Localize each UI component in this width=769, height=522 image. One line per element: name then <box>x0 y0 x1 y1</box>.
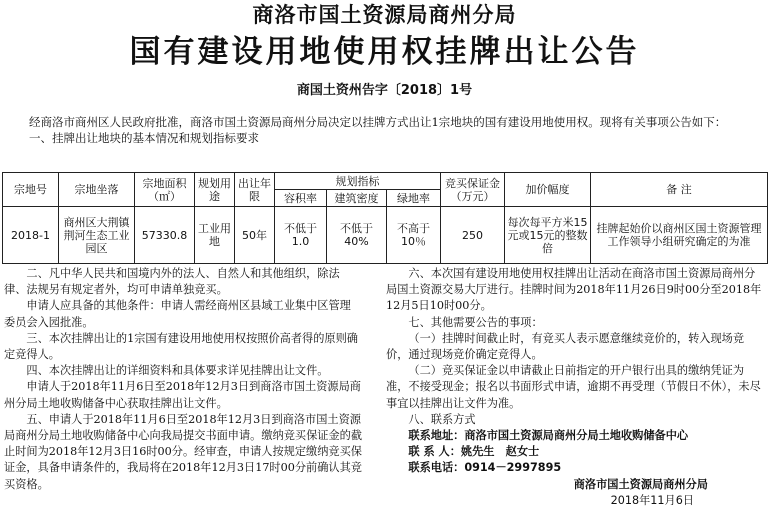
cell-increment: 每次每平方米15元或15元的整数倍 <box>505 207 591 264</box>
header-indicators: 规划指标 <box>275 173 441 190</box>
reference-number: 商国土资州告字〔2018〕1号 <box>296 83 473 98</box>
header-remarks: 备 注 <box>591 173 768 207</box>
cell-far: 不低于1.0 <box>275 207 327 264</box>
issuer-heading: 商洛市国土资源局商州分局 <box>252 3 517 27</box>
left-column <box>4 266 362 493</box>
header-increment: 加价幅度 <box>505 173 591 207</box>
cell-area: 57330.8 <box>135 207 195 264</box>
cell-term: 50年 <box>235 207 275 264</box>
header-location: 宗地坐落 <box>59 173 135 207</box>
header-density: 建筑密度 <box>327 190 387 207</box>
header-term: 出让年限 <box>235 173 275 207</box>
paragraph: 五、申请人于2018年11月6日至2018年12月3日到商洛市国土资源局商州分局土地收购储备中心向我局提交书面申请。缴纳竞买保证金的截止时间为2018年12月3日16时00分。经审查，申请人按规定缴纳竞买保证金，具备申请条件的，我局将在2018年12月3日17时00分前确认其竞买资格。 <box>4 412 363 491</box>
paragraph: 申请人应具备的其他条件：申请人需经商州区县域工业集中区管理委员会入园批准。 <box>4 299 351 329</box>
contact-heading: 八、联系方式 <box>408 412 476 426</box>
land-parcel-table <box>2 172 768 264</box>
paragraph: （一）挂牌时间截止时，有竞买人表示愿意继续竞价的，转入现场竞价，通过现场竞价确定竞得人。 <box>386 331 745 362</box>
contact-address: 联系地址：商洛市国土资源局商州分局土地收购储备中心 <box>408 429 689 443</box>
paragraph: 二、凡中华人民共和国境内外的法人、自然人和其他组织，除法律、法规另有规定者外，均可申请单独竞买。 <box>4 267 340 297</box>
paragraph: 四、本次挂牌出让的详细资料和具体要求详见挂牌出让文件。 <box>26 364 329 378</box>
header-green: 绿地率 <box>387 190 441 207</box>
cell-use: 工业用地 <box>195 207 235 264</box>
paragraph: 六、本次国有建设用地使用权挂牌出让活动在商洛市国土资源局商州分局国土资源交易大厅进行。挂牌时间为2018年11月26日9时00分至2018年12月5日10时00分。 <box>386 267 762 313</box>
contact-person: 联 系 人：姚先生 赵女士 <box>408 445 540 459</box>
header-deposit: 竞买保证金（万元） <box>441 173 505 207</box>
intro-section <box>6 114 766 146</box>
paragraph: 申请人于2018年11月6日至2018年12月3日到商洛市国土资源局商州分局土地收购储备中心获取挂牌出让文件。 <box>4 380 361 410</box>
header-far: 容积率 <box>275 190 327 207</box>
announcement-title: 国有建设用地使用权挂牌出让公告 <box>129 34 640 70</box>
cell-remarks: 挂牌起始价以商州区国土资源管理工作领导小组研究确定的为准 <box>591 207 768 264</box>
intro-paragraph: 经商洛市商州区人民政府批准，商洛市国土资源局商州分局决定以挂牌方式出让1宗地块的国有建设用地使用权。现将有关事项公告如下： <box>29 115 727 129</box>
contact-phone: 联系电话：0914－2997895 <box>408 461 562 475</box>
paragraph: 七、其他需要公告的事项： <box>408 315 543 329</box>
header-use: 规划用途 <box>195 173 235 207</box>
cell-deposit: 250 <box>441 207 505 264</box>
cell-density: 不低于40% <box>327 207 387 264</box>
signature-org: 商洛市国土资源局商州分局 <box>573 477 708 491</box>
paragraph: （二）竞买保证金以申请截止日前指定的开户银行出具的缴纳凭证为准，不接受现金；报名以书面形式申请，逾期不再受理（节假日不休），未尽事宜以挂牌出让文件为准。 <box>386 364 761 410</box>
signature-date: 2018年11月6日 <box>610 493 694 507</box>
cell-location: 商州区大荆镇荆河生态工业园区 <box>59 207 135 264</box>
paragraph: 三、本次挂牌出让的1宗国有建设用地使用权按照价高者得的原则确定竞得人。 <box>4 331 358 362</box>
cell-lot-no: 2018-1 <box>3 207 59 264</box>
section-one-heading: 一、挂牌出让地块的基本情况和规划指标要求 <box>29 131 259 145</box>
cell-green: 不高于10％ <box>387 207 441 264</box>
table-row <box>3 207 768 264</box>
right-column <box>386 266 764 509</box>
header-lot-no: 宗地号 <box>3 173 59 207</box>
header-area: 宗地面积（㎡） <box>135 173 195 207</box>
